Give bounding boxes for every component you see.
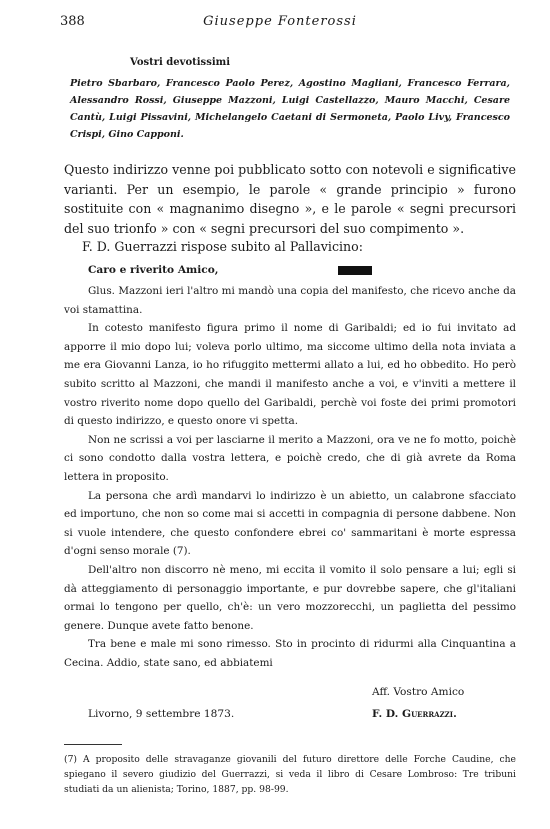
letter-closing: Aff. Vostro Amico bbox=[372, 686, 465, 698]
body-paragraph: Questo indirizzo venne poi pubblicato sotto con notevoli e significative varianti. Per un esempio, le parole « grande principio » furono sostituite con « magnanimo disegno », e le parole « segni precursori del suo trionfo » con « segni precursori del suo compimento ». bbox=[64, 162, 516, 236]
page-header bbox=[60, 14, 500, 34]
footnote-text: A proposito delle stravaganze giovanili del futuro direttore delle Forche Caudine, che spiegano il severo giudizio del Guerrazzi, si veda il libro di Cesare Lombroso: Tre tribuni studiati da un alienista; Torino, 1887, pp. 98-99. bbox=[64, 754, 516, 795]
salutation-text: Caro e riverito Amico, bbox=[88, 264, 219, 276]
letter-body bbox=[64, 282, 516, 672]
letter-paragraph: Dell'altro non discorro nè meno, mi eccita il vomito il solo pensare a lui; egli si dà atteggiamento di personaggio importante, e pur dovrebbe sapere, che gl'italiani ormai lo tengono per quello, ch'è: un vero mozzorecchi, un paglietta del pessimo genere. Dunque avete fatto benone. bbox=[64, 563, 516, 632]
footnote-marker: (7) bbox=[64, 754, 78, 765]
redaction-mark bbox=[338, 266, 372, 275]
letter-paragraph: In cotesto manifesto figura primo il nome di Garibaldi; ed io fui invitato ad apporre il mio dopo lui; voleva porlo ultimo, ma siccome ultimo della nota inviata a me era Giovanni Lanza, io ho rifuggito mettermi allato a lui, ed ho obbedito. Ho però subito scritto al Mazzoni, che mandi il manifesto anche a voi, e v'inviti a mettere il vostro riverito nome dopo quello del Garibaldi, perchè voi foste dei primi promotori di questo indirizzo, e questo onore vi spetta. bbox=[64, 322, 516, 428]
letter-place-date: Livorno, 9 settembre 1873. bbox=[88, 708, 235, 720]
letter-paragraph: La persona che ardì mandarvi lo indirizzo è un abietto, un calabrone sfacciato ed importuno, che non so come mai si accetti in compagnia di persone dabbene. Non si vuole intendere, che questo confondere ebrei co' sammaritani è morte espressa d'ogni senso morale (7). bbox=[64, 489, 516, 558]
signature-block-title: Vostri devotissimi bbox=[130, 57, 230, 68]
letter-paragraph: Non ne scrissi a voi per lasciarne il merito a Mazzoni, ora ve ne fo motto, poichè ci sono condotto dalla vostra lettera, e poichè credo, che di già avrete da Roma lettera in proposito. bbox=[64, 433, 516, 483]
signatories-list: Pietro Sbarbaro, Francesco Paolo Perez, Agostino Magliani, Francesco Ferrara, Alessandro Rossi, Giuseppe Mazzoni, Luigi Castellazzo, Mauro Macchi, Cesare Cantù, Luigi Pissavini, Michelangelo Caetani di Sermoneta, Paolo Livy, Francesco Crispi, Gino Capponi. bbox=[70, 78, 510, 140]
footnote bbox=[64, 752, 516, 797]
letter-paragraph: Glus. Mazzoni ieri l'altro mi mandò una copia del manifesto, che ricevo anche da voi stamattina. bbox=[64, 285, 516, 316]
footnote-divider bbox=[64, 744, 122, 745]
letter-salutation bbox=[88, 264, 372, 276]
running-head: Giuseppe Fonterossi bbox=[203, 14, 357, 29]
letter-introduction: F. D. Guerrazzi rispose subito al Pallavicino: bbox=[82, 239, 363, 254]
letter-paragraph: Tra bene e male mi sono rimesso. Sto in procinto di ridurmi alla Cinquantina a Cecina. Addio, state sano, ed abbiatemi bbox=[64, 638, 516, 669]
page-number: 388 bbox=[60, 14, 85, 29]
letter-signature: F. D. Guerrazzi. bbox=[372, 708, 457, 720]
